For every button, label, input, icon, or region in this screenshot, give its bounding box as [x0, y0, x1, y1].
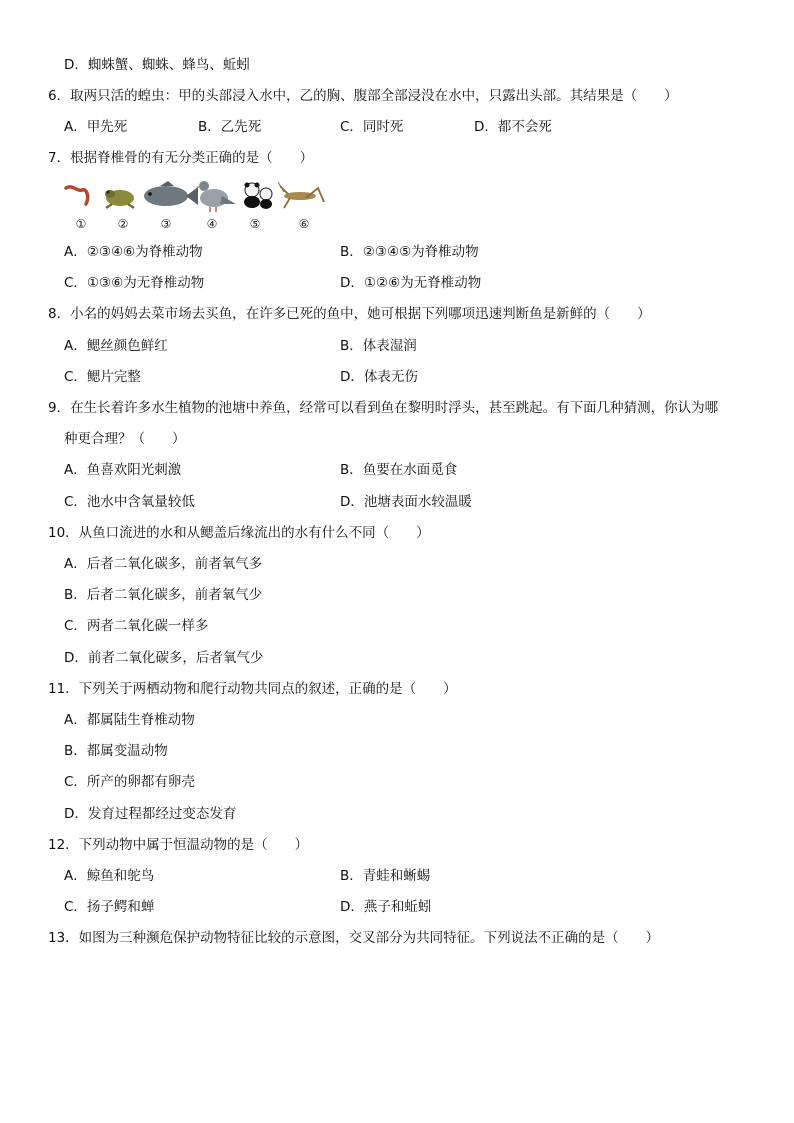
q8-option-d: D．体表无伤 [340, 369, 418, 385]
q7-stem: 7．根据脊椎骨的有无分类正确的是（ ） [48, 150, 314, 166]
grasshopper-icon [278, 182, 324, 208]
fish-icon [144, 181, 198, 206]
q12-stem: 12．下列动物中属于恒温动物的是（ ） [48, 837, 309, 853]
q7-option-b: B．②③④⑤为脊椎动物 [340, 244, 479, 260]
q6-option-a: A．甲先死 [64, 119, 128, 135]
q8-option-a: A．鳃丝颜色鲜红 [64, 338, 168, 354]
q11-stem: 11．下列关于两栖动物和爬行动物共同点的叙述，正确的是（ ） [48, 681, 457, 697]
frog-icon [105, 190, 134, 208]
q6-option-d: D．都不会死 [474, 119, 552, 135]
q9-option-b: B．鱼要在水面觅食 [340, 462, 458, 478]
q9-option-d: D．池塘表面水较温暖 [340, 494, 472, 510]
q10-option-d: D．前者二氧化碳多，后者氧气少 [64, 650, 264, 666]
q10-stem: 10．从鱼口流进的水和从鳃盖后缘流出的水有什么不同（ ） [48, 525, 430, 541]
q7-option-c: C．①③⑥为无脊椎动物 [64, 275, 205, 291]
animal-label-4: ④ [206, 217, 218, 231]
q8-stem: 8．小名的妈妈去菜市场去买鱼，在许多已死的鱼中，她可根据下列哪项迅速判断鱼是新鲜的（ ） [48, 306, 651, 322]
q13-stem: 13．如图为三种濒危保护动物特征比较的示意图，交叉部分为共同特征。下列说法不正确的是（ ） [48, 930, 660, 946]
q5-option-d: D．蜘蛛蟹、蜘蛛、蜂鸟、蚯蚓 [64, 57, 250, 73]
pigeon-icon [195, 181, 236, 212]
q11-option-c: C．所产的卵都有卵壳 [64, 774, 195, 790]
panda-icon [244, 183, 272, 210]
q10-option-b: B．后者二氧化碳多，前者氧气少 [64, 587, 263, 603]
q7-animal-figure [62, 178, 342, 234]
animal-label-6: ⑥ [298, 217, 310, 231]
earthworm-icon [66, 187, 88, 204]
q11-option-a: A．都属陆生脊椎动物 [64, 712, 195, 728]
q12-option-a: A．鲸鱼和鸵鸟 [64, 868, 155, 884]
q10-option-c: C．两者二氧化碳一样多 [64, 618, 209, 634]
q6-option-b: B．乙先死 [198, 119, 262, 135]
q12-option-d: D．燕子和蚯蚓 [340, 899, 432, 915]
q6-stem: 6．取两只活的蝗虫：甲的头部浸入水中，乙的胸、腹部全部浸没在水中，只露出头部。其结果是（ ） [48, 88, 678, 104]
q9-option-c: C．池水中含氧量较低 [64, 494, 195, 510]
q6-option-c: C．同时死 [340, 119, 404, 135]
q9-stem-line2: 种更合理？（ ） [64, 431, 186, 447]
q9-option-a: A．鱼喜欢阳光刺激 [64, 462, 182, 478]
q8-option-c: C．鳃片完整 [64, 369, 141, 385]
q11-option-b: B．都属变温动物 [64, 743, 168, 759]
animal-label-2: ② [117, 217, 129, 231]
q12-option-c: C．扬子鳄和蝉 [64, 899, 155, 915]
q11-option-d: D．发育过程都经过变态发育 [64, 806, 237, 822]
animal-label-3: ③ [160, 217, 172, 231]
q12-option-b: B．青蛙和蜥蜴 [340, 868, 431, 884]
q7-option-d: D．①②⑥为无脊椎动物 [340, 275, 482, 291]
q8-option-b: B．体表湿润 [340, 338, 417, 354]
animal-label-5: ⑤ [249, 217, 261, 231]
q7-option-a: A．②③④⑥为脊椎动物 [64, 244, 203, 260]
q10-option-a: A．后者二氧化碳多，前者氧气多 [64, 556, 263, 572]
q9-stem-line1: 9．在生长着许多水生植物的池塘中养鱼，经常可以看到鱼在黎明时浮头，甚至跳起。有下面几种猜测，你认为哪 [48, 400, 719, 416]
animal-label-1: ① [75, 217, 87, 231]
